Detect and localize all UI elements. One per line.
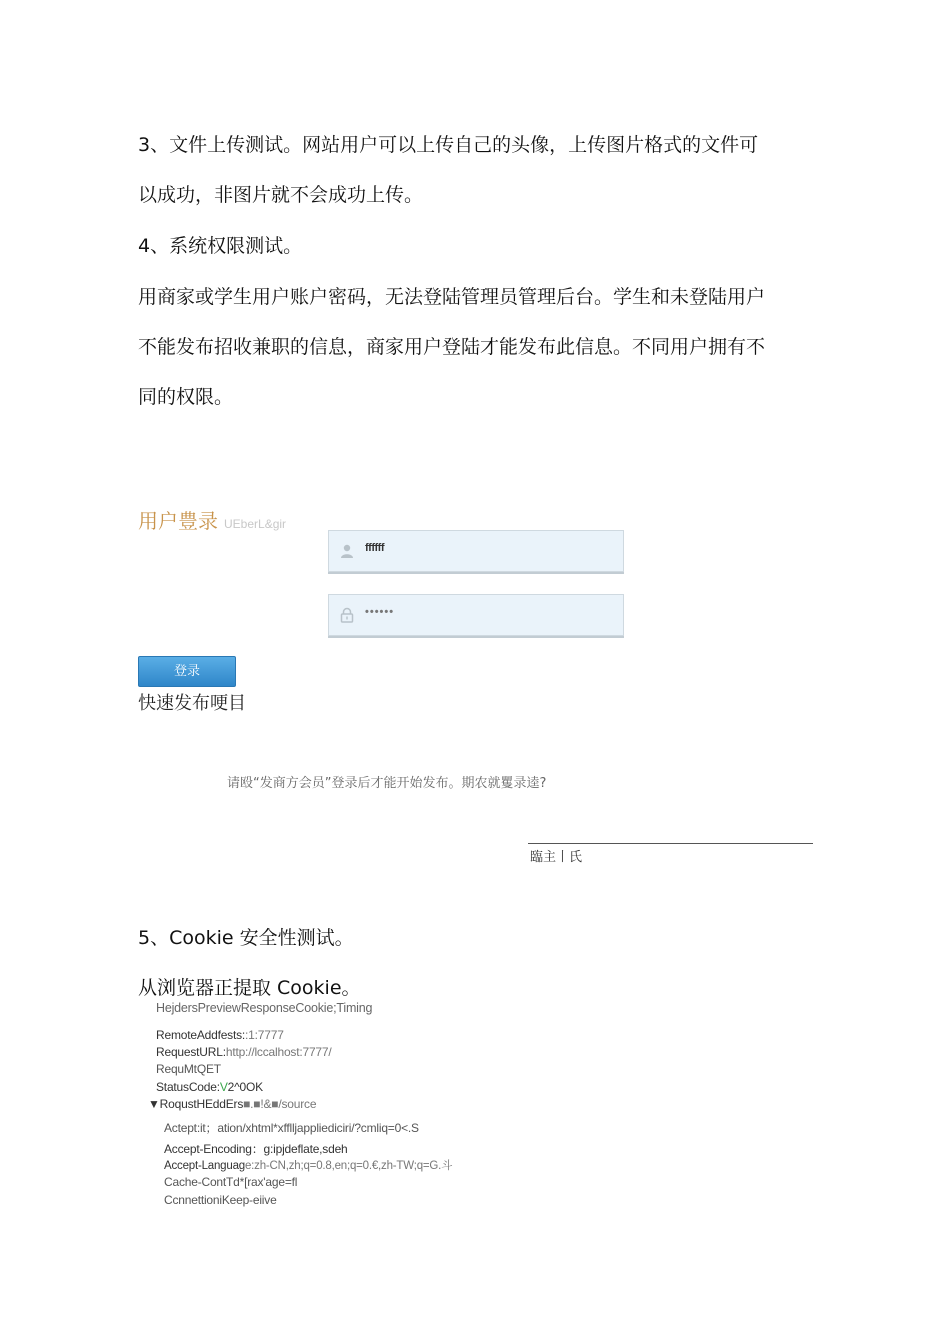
status-indicator: V	[219, 1080, 228, 1094]
publish-notice: 请殴“发商方会员”登录后才能开始发布。期农就矍录逵?	[227, 776, 547, 791]
section4-heading: 4、系统权限测试。	[138, 235, 303, 257]
status-code-key: StatusCode:	[156, 1080, 220, 1094]
password-field[interactable]	[328, 594, 624, 636]
accept-language-key: Accept-Languag	[164, 1160, 245, 1172]
section5-heading: 5、Cookie 安全性测试。	[138, 927, 354, 949]
request-url-row	[156, 1045, 332, 1059]
section4-line2: 不能发布招收兼职的信息，商家用户登陆才能发布此信息。不同用户拥有不	[138, 336, 766, 358]
divider	[528, 843, 813, 844]
connection-header: CcnnettioniKeep-eiive	[164, 1193, 277, 1207]
accept-encoding-key: Accept-Encoding：	[164, 1142, 264, 1156]
user-icon	[339, 543, 355, 559]
section4-line1: 用商家或学生用户账户密码，无法登陆管理员管理后台。学生和未登陆用户	[138, 286, 766, 308]
section3-line2: 以成功，非图片就不会成功上传。	[138, 184, 424, 206]
request-method-row: RequMtQET	[156, 1062, 221, 1076]
login-heading	[138, 505, 286, 534]
request-headers-view-source: ■.■!&■/source	[243, 1097, 317, 1111]
devtools-tabs[interactable]: HejdersPreviewResponseCookie;Timing	[156, 1001, 373, 1015]
section3-line1: 3、文件上传测试。网站用户可以上传自己的头像，上传图片格式的文件可	[138, 134, 759, 156]
section4-line3: 同的权限。	[138, 386, 234, 408]
section5-intro: 从浏览器正提取 Cookie。	[138, 977, 361, 999]
remote-address-row	[156, 1028, 284, 1042]
request-headers-toggle[interactable]	[148, 1097, 316, 1111]
cache-control-header: Cache-ContTd*[rax'age=fl	[164, 1175, 298, 1189]
status-code-value: 2^0OK	[227, 1080, 263, 1094]
remote-address-key: RemoteAddfests:	[156, 1028, 246, 1042]
accept-header: Actept:it；ation/xhtml*xfflljappliediciri/?cmliq=0<.S	[164, 1121, 419, 1135]
quick-publish-heading: 快速发布哽目	[138, 693, 246, 714]
username-field[interactable]	[328, 530, 624, 572]
password-value: ••••••	[365, 606, 395, 618]
accept-language-header	[164, 1157, 452, 1173]
login-title: 用户豊录	[138, 509, 218, 533]
request-url-key: RequestURL:	[156, 1045, 226, 1059]
request-url-value: http://lccalhost:7777/	[225, 1045, 332, 1059]
accept-encoding-header	[164, 1140, 348, 1157]
request-headers-key: ▼RoqustHEddErs	[148, 1097, 244, 1111]
login-subtitle: UEberL&gir	[224, 517, 287, 531]
status-code-row	[156, 1080, 263, 1094]
remote-address-value: :1:7777	[245, 1028, 284, 1042]
username-value: ffffff	[365, 542, 384, 554]
lock-icon	[339, 607, 355, 623]
footer-text: 臨主丨氏	[530, 850, 583, 865]
accept-language-value: e:zh-CN,zh;q=0.8,en;q=0.€,zh-TW;q=G.斗	[244, 1160, 453, 1172]
login-button[interactable]: 登录	[138, 656, 236, 687]
accept-encoding-value: g:ipjdeflate,sdeh	[263, 1142, 348, 1156]
